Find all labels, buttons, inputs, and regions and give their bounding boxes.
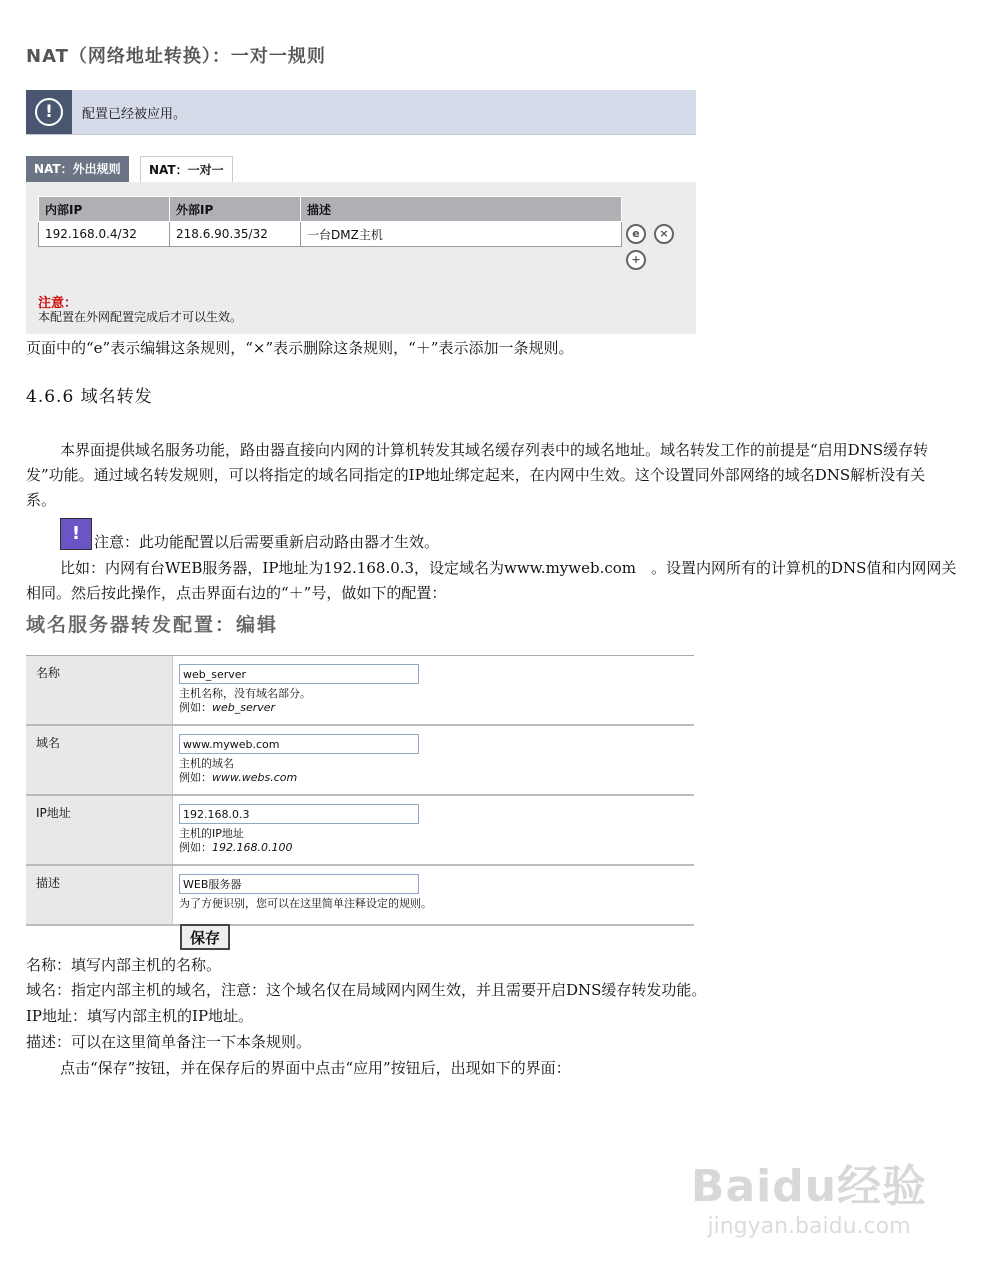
notice-icon-box: [26, 90, 72, 134]
field-hint: 主机名称，没有域名部分。 例如：web_server: [179, 687, 311, 714]
description-input[interactable]: WEB服务器: [179, 874, 419, 894]
field-hint: 主机的IP地址 例如：192.168.0.100: [179, 827, 293, 854]
desc-description: 描述：可以在这里简单备注一下本条规则。: [26, 1033, 312, 1051]
baidu-watermark: [679, 1150, 939, 1239]
paragraph-intro: 本界面提供域名服务功能，路由器直接向内网的计算机转发其域名缓存列表中的域名地址。域名转发工作的前提是“启用DNS缓存转发”功能。通过域名转发规则，可以将指定的域名同指定的IP地址绑定起来，在内网中生效。这个设置同外部网络的域名DNS解析没有关系。: [26, 441, 929, 509]
watermark-url: jingyan.baidu.com: [707, 1214, 911, 1239]
field-hint: 主机的域名 例如：www.webs.com: [179, 757, 298, 784]
paragraph-icons-explained: 页面中的“e”表示编辑这条规则，“×”表示删除这条规则，“＋”表示添加一条规则。: [26, 339, 574, 357]
nat-page-title: NAT（网络地址转换）：一对一规则: [26, 46, 326, 67]
field-label: 域名: [36, 736, 61, 750]
form-title: 域名服务器转发配置：编辑: [26, 614, 279, 636]
cell-external-ip: 218.6.90.35/32: [170, 222, 301, 247]
ip-address-input[interactable]: 192.168.0.3: [179, 804, 419, 824]
note-text: 本配置在外网配置完成后才可以生效。: [38, 310, 243, 324]
add-icon[interactable]: +: [626, 250, 646, 270]
form-row-domain: [26, 726, 694, 796]
field-label: 描述: [36, 876, 61, 890]
field-label: 名称: [36, 666, 61, 680]
desc-ip: IP地址：填写内部主机的IP地址。: [26, 1007, 254, 1025]
exclamation-icon: !: [35, 98, 63, 126]
paragraph-note: 注意：此功能配置以后需要重新启动路由器才生效。: [94, 533, 440, 551]
note-title: 注意：: [38, 296, 78, 311]
cell-description: 一台DMZ主机: [301, 222, 622, 247]
nat-rules-panel: [26, 182, 696, 334]
cell-internal-ip: 192.168.0.4/32: [39, 222, 170, 247]
tab-nat-outbound[interactable]: NAT：外出规则: [26, 156, 129, 182]
col-header-description: 描述: [301, 197, 622, 222]
nat-rules-table: [38, 196, 622, 247]
tab-nat-one-to-one[interactable]: NAT：一对一: [140, 156, 233, 183]
domain-input[interactable]: www.myweb.com: [179, 734, 419, 754]
section-heading: 4.6.6 域名转发: [26, 387, 153, 407]
desc-name: 名称：填写内部主机的名称。: [26, 956, 222, 974]
note-icon: !: [60, 518, 92, 550]
watermark-logo: Baidu经验: [690, 1161, 928, 1212]
desc-save-instruction: 点击“保存”按钮，并在保存后的界面中点击“应用”按钮后，出现如下的界面：: [60, 1059, 571, 1077]
table-row: [39, 222, 622, 247]
col-header-external-ip: 外部IP: [170, 197, 301, 222]
field-label: IP地址: [36, 806, 71, 820]
form-row-description: [26, 866, 694, 926]
paragraph-example: 比如：内网有台WEB服务器，IP地址为192.168.0.3，设定域名为www.myweb.com 。设置内网所有的计算机的DNS值和内网网关相同。然后按此操作，点击界面右边的“＋”号，做如下的配置：: [26, 559, 957, 602]
form-row-name: [26, 656, 694, 726]
form-row-ip: [26, 796, 694, 866]
delete-icon[interactable]: ×: [654, 224, 674, 244]
applied-notice-bar: [26, 90, 696, 135]
col-header-internal-ip: 内部IP: [39, 197, 170, 222]
save-button[interactable]: 保存: [180, 924, 230, 950]
dns-forward-form: [26, 655, 694, 926]
edit-icon[interactable]: e: [626, 224, 646, 244]
field-hint: 为了方便识别，您可以在这里简单注释设定的规则。: [179, 897, 432, 910]
desc-domain: 域名：指定内部主机的域名，注意：这个域名仅在局域网内网生效，并且需要开启DNS缓存转发功能。: [26, 981, 707, 999]
name-input[interactable]: web_server: [179, 664, 419, 684]
notice-text: 配置已经被应用。: [82, 107, 187, 122]
